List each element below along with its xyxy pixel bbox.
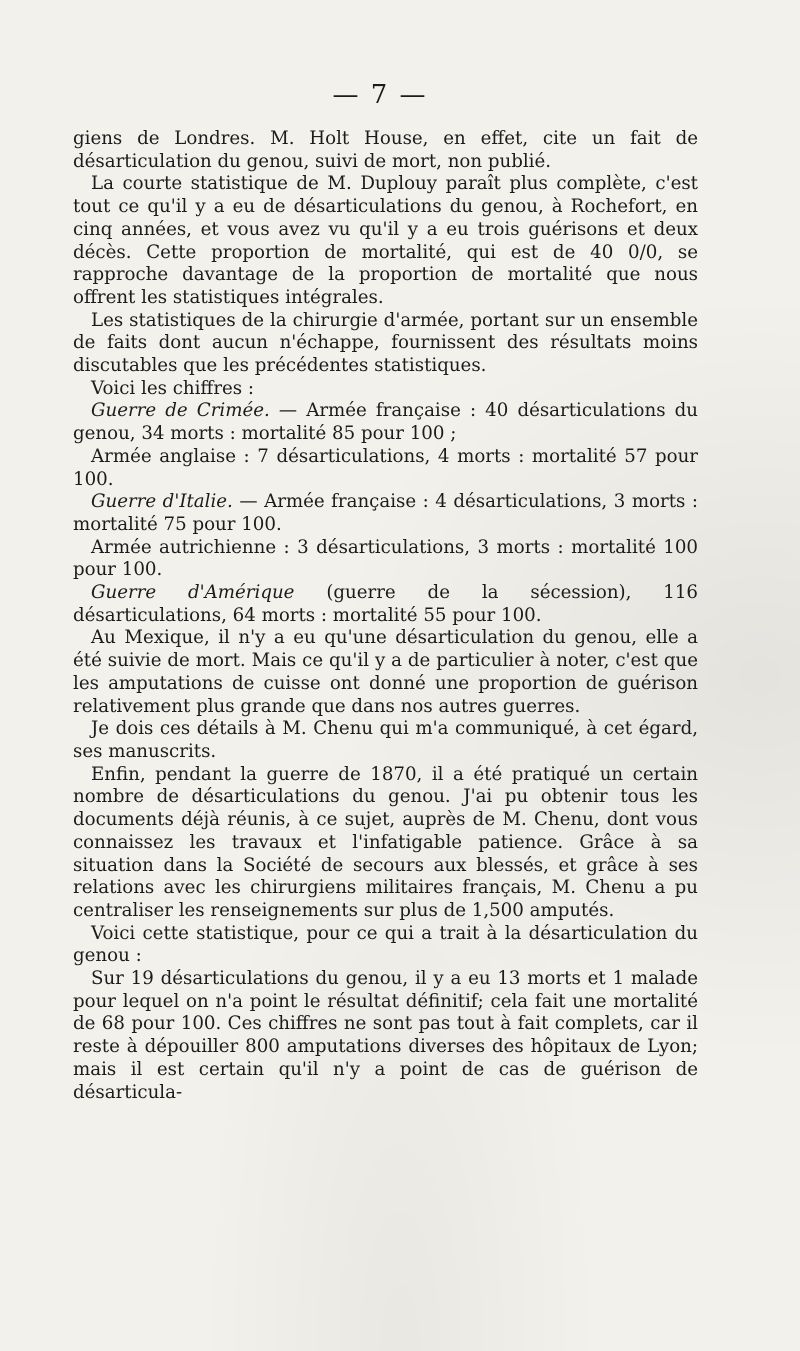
paragraph-13: Voici cette statistique, pour ce qui a trait à la désarticulation du genou : <box>73 922 698 967</box>
paragraph-1: giens de Londres. M. Holt House, en effet, cite un fait de désarticulation du genou, suivi de mort, non publié. <box>73 128 698 172</box>
page-number: — 7 — <box>332 80 428 110</box>
paragraph-8: Armée autrichienne : 3 désarticulations, 3 morts : mortalité 100 pour 100. <box>73 536 698 581</box>
america-text: (guerre de la sécession), 116 désarticulations, 64 morts : mortalité 55 pour 100. <box>73 582 699 626</box>
paragraph-6: Armée anglaise : 7 désarticulations, 4 morts : mortalité 57 pour 100. <box>73 445 698 490</box>
crimea-heading: Guerre de Crimée. <box>91 400 270 422</box>
paragraph-9 <box>73 582 698 627</box>
paragraph-14: Sur 19 désarticulations du genou, il y a eu 13 morts et 1 malade pour lequel on n'a point le résultat définitif; cela fait une mortalité de 68 pour 100. Ces chiffres ne sont pas tout à fait complets, car il reste à dépouiller 800 amputations diverses des hôpitaux de Lyon; mais il est certain qu'il n'y a point de cas de guérison de désarticula- <box>73 968 698 1103</box>
paragraph-5 <box>73 400 698 445</box>
paragraph-3: Les statistiques de la chirurgie d'armée, portant sur un ensemble de faits dont aucun n'échappe, fournissent des résultats moins discutables que les précédentes statistiques. <box>73 309 698 377</box>
america-heading: Guerre d'Amérique <box>91 582 295 604</box>
crimea-text: — Armée française : 40 désarticulations du genou, 34 morts : mortalité 85 pour 100 ; <box>73 400 698 445</box>
paragraph-4: Voici les chiffres : <box>91 377 255 399</box>
paragraph-11: Je dois ces détails à M. Chenu qui m'a communiqué, à cet égard, ses manuscrits. <box>73 718 698 762</box>
paragraph-10: Au Mexique, il n'y a eu qu'une désarticulation du genou, elle a été suivie de mort. Mais ce qu'il y a de particulier à noter, c'est que les amputations de cuisse ont donné une proportion de guérison relativement plus grande que dans nos autres guerres. <box>73 627 698 717</box>
italy-heading: Guerre d'Italie. <box>91 491 233 513</box>
paragraph-12: Enfin, pendant la guerre de 1870, il a été pratiqué un certain nombre de désarticulations du genou. J'ai pu obtenir tous les documents déjà réunis, à ce sujet, auprès de M. Chenu, dont vous connaissez les travaux et l'infatigable patience. Grâce à sa situation dans la Société de secours aux blessés, et grâce à ses relations avec les chirurgiens militaires français, M. Chenu a pu centraliser les renseignements sur plus de 1,500 amputés. <box>73 763 698 921</box>
paragraph-2: La courte statistique de M. Duplouy paraît plus complète, c'est tout ce qu'il y a eu de désarticulations du genou, à Rochefort, en cinq années, et vous avez vu qu'il y a eu trois guérisons et deux décès. Cette proportion de mortalité, qui est de 40 0/0, se rapproche davantage de la proportion de mortalité que nous offrent les statistiques intégrales. <box>73 173 698 308</box>
paragraph-7 <box>73 491 698 536</box>
body-text <box>73 128 698 1104</box>
italy-text: — Armée française : 4 désarticulations, 3 morts : mortalité 75 pour 100. <box>73 491 698 535</box>
